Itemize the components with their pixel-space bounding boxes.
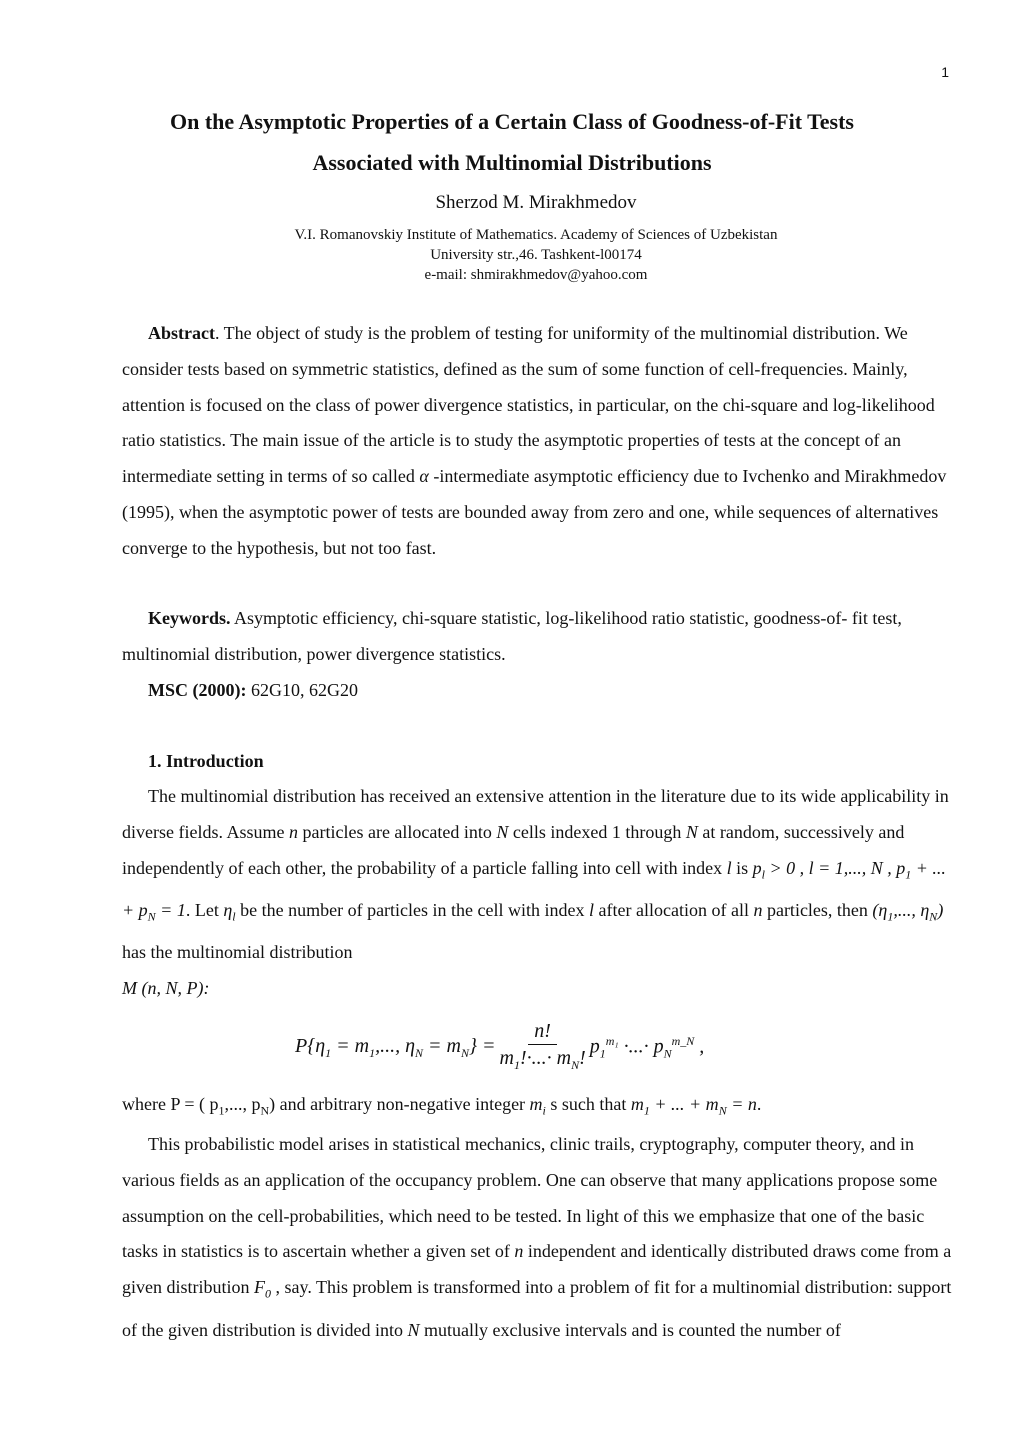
page-number: 1 bbox=[941, 64, 949, 80]
intro-paragraph-2: This probabilistic model arises in statistical mechanics, clinic trails, cryptography, computer theory, and in various fields as an application of the occupancy problem. One can observe that many applications propose some assumption on the cell-probabilities, which need to be tested. In light of this we emphasize that one of the basic tasks in statistics is to ascertain whether a given set of n independent and identically distributed draws come from a given distribution $F_0$ , say. This problem is transformed into a problem of fit for a multinomial distribution: support of the given distribution is divided into N mutually exclusive intervals and is counted the number of bbox=[122, 1134, 952, 1340]
condition-index-range: , l = 1,..., N bbox=[795, 857, 883, 878]
abstract-paragraph bbox=[122, 316, 952, 567]
paper-title-line-1: On the Asymptotic Properties of a Certain Class of Goodness-of-Fit Tests bbox=[170, 109, 854, 134]
keywords-label: Keywords. bbox=[148, 608, 231, 628]
paper-title-line-2: Associated with Multinomial Distributions bbox=[312, 150, 712, 175]
msc-paragraph bbox=[122, 673, 952, 709]
condition-positive: $p_l > 0$ bbox=[752, 857, 796, 882]
abstract-text-b: -intermediate asymptotic efficiency due to Ivchenko and Mirakhmedov (1995), when the asymptotic power of tests are bounded away from zero and one, while sequences of alternatives converge to the hypothesis, but not too fast. bbox=[122, 466, 947, 558]
abstract-text-a: . The object of study is the problem of testing for uniformity of the multinomial distribution. We consider tests based on symmetric statistics, defined as the sum of some function of cell-frequencies. Mainly, attention is focused on the class of power divergence statistics, in particular, on the chi-square and log-likelihood ratio statistics. The main issue of the article is to study the asymptotic properties of tests at the concept of an intermediate setting in terms of so called bbox=[122, 323, 935, 487]
abstract-label: Abstract bbox=[148, 323, 215, 343]
formula-right: $p_1^{m_1}$ ·...· $p_N^{m\_N}$ , bbox=[589, 1034, 705, 1061]
eta-vector: ($\eta_1$,..., $\eta_N$) bbox=[872, 899, 944, 924]
formula-left: $P\{\eta_1 = m_1$,..., $\eta_N = m_N$} = bbox=[295, 1035, 496, 1060]
author-name: Sherzod M. Mirakhmedov bbox=[435, 192, 637, 213]
multinomial-formula bbox=[295, 1018, 704, 1078]
msc-text: 62G10, 62G20 bbox=[246, 680, 358, 700]
condition-sum: , $p_1$ + ... + $p_N = 1$ bbox=[122, 857, 946, 924]
affiliation-address: University str.,46. Tashkent-l00174 bbox=[430, 247, 642, 263]
sum-condition: $m_1$ + ... + $m_N = n$ bbox=[630, 1094, 757, 1118]
distribution-notation: M (n, N, P): bbox=[122, 978, 210, 999]
alpha-symbol: α bbox=[419, 466, 429, 487]
formula-denominator: $m_1!\cdot...\cdot m_N$! bbox=[499, 1047, 586, 1072]
section-heading: 1. Introduction bbox=[148, 751, 264, 771]
msc-label: MSC (2000): bbox=[148, 680, 247, 700]
vector-P: P = ( $p_1$,..., $p_N$) bbox=[170, 1094, 276, 1118]
intro-paragraph-1: The multinomial distribution has received an extensive attention in the literature due to its wide applicability in diverse fields. Assume n particles are allocated into N cells indexed 1 through N at random, successively and independently of each other, the probability of a particle falling into cell with index l is $p_l > 0$ , l = 1,..., N , $p_1$ + ... + $p_N = 1$. Let $\eta_l$ be the number of particles in the cell with index l after allocation of all n particles, then ($\eta_1$,..., $\eta_N$) has the multinomial distribution M (n, N, P): bbox=[122, 786, 949, 999]
affiliation-email: e-mail: shmirakhmedov@yahoo.com bbox=[424, 267, 648, 283]
formula-fraction bbox=[500, 1018, 586, 1078]
formula-numerator: n! bbox=[528, 1018, 557, 1045]
keywords-paragraph bbox=[122, 601, 952, 673]
where-line: where P = ( $p_1$,..., $p_N$) and arbitrary non-negative integer $m_i$ s such that $m_1$ + ... + $m_N = n$. bbox=[122, 1094, 762, 1118]
keywords-text: Asymptotic efficiency, chi-square statistic, log-likelihood ratio statistic, goodness-of- fit test, multinomial distribution, power divergence statistics. bbox=[122, 608, 902, 664]
affiliation-institute: V.I. Romanovskiy Institute of Mathematics. Academy of Sciences of Uzbekistan bbox=[294, 227, 778, 243]
F0-symbol: $F_0$ bbox=[254, 1277, 271, 1301]
